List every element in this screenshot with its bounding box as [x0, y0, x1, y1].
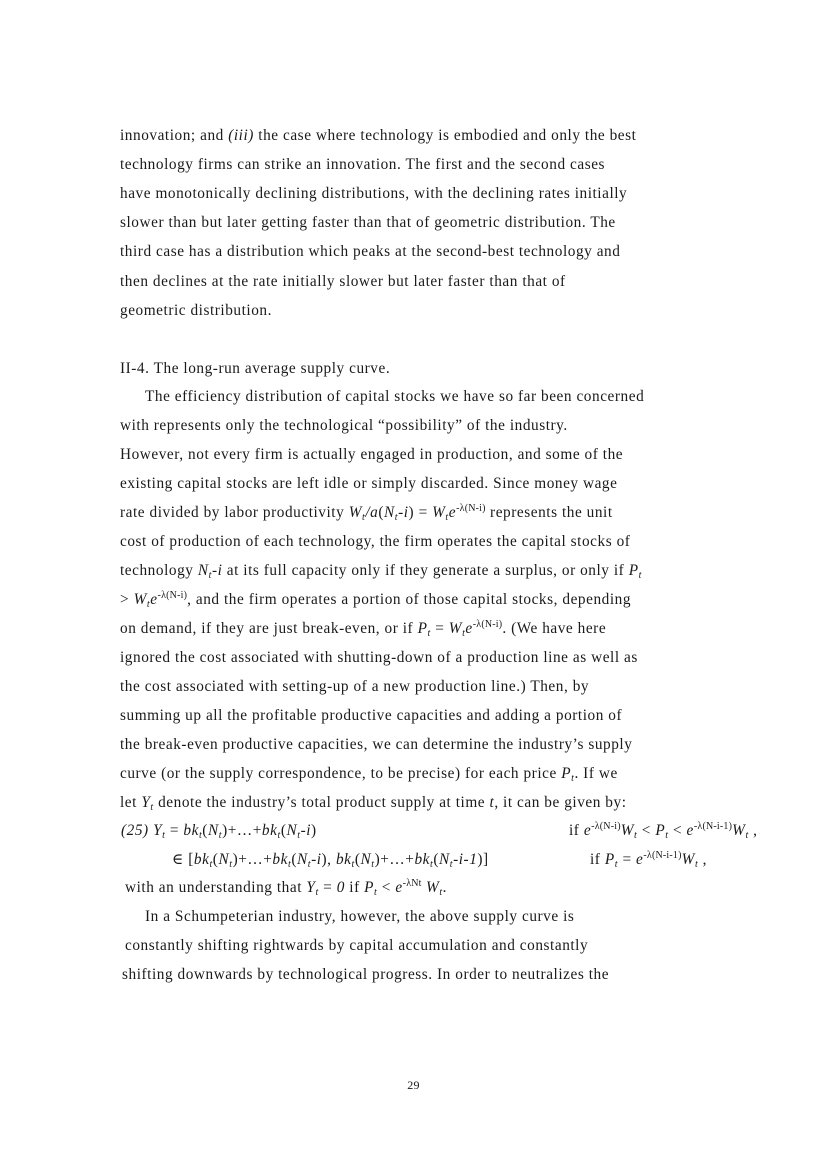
italic-text: (iii)	[228, 127, 254, 144]
text-line: geometric distribution.	[120, 302, 272, 319]
equation-condition: if $P_t = e^{-\lambda(N-i-1)}W_t$ ,	[590, 850, 708, 870]
text-line: with represents only the technological “possibility” of the industry.	[120, 417, 568, 434]
text-line	[120, 126, 636, 146]
text-line: technology firms can strike an innovation. The first and the second cases	[120, 156, 606, 173]
text-span: with an understanding that	[125, 879, 307, 896]
text-line: However, not every firm is actually engaged in production, and some of the	[120, 446, 624, 463]
equation-line	[121, 821, 758, 841]
math-inline: t	[489, 794, 495, 811]
equation-number: (25)	[121, 822, 149, 839]
text-line: then declines at the rate initially slower but later faster than that of	[120, 273, 566, 290]
text-line: have monotonically declining distributions, with the declining rates initially	[120, 185, 628, 202]
math-inline: $W_t/a(N_t-i) = W_te^{-\lambda(N-i)}$	[348, 503, 486, 523]
text-span: denote the industry’s total product supply at time	[153, 794, 490, 811]
text-line	[120, 590, 631, 610]
text-span: the case where technology is embodied and only the best	[253, 127, 637, 144]
text-line: slower than but later getting faster than that of geometric distribution. The	[120, 214, 616, 231]
text-span: on demand, if they are just break-even, or if	[120, 620, 418, 637]
text-span: , and the firm operates a portion of those capital stocks, depending	[187, 591, 632, 608]
text-line: the cost associated with setting-up of a new production line.) Then, by	[120, 678, 590, 695]
text-line: summing up all the profitable productive capacities and adding a portion of	[120, 707, 623, 724]
text-line: The efficiency distribution of capital stocks we have so far been concerned	[145, 388, 645, 405]
text-span: at its full capacity only if they generate a surplus, or only if	[222, 562, 629, 579]
text-span: represents the unit	[485, 504, 613, 521]
text-span: . (We have here	[502, 620, 607, 637]
math-expression: ∈ [$bk_t(N_t)+\dots+bk_t(N_t-i)$, $bk_t(N_t)+\dots+bk_t(N_t-i-1)$]	[172, 851, 489, 870]
math-inline: $P_t < e^{-\lambda Nt}$ $W_t$.	[364, 878, 448, 898]
math-inline: > $W_te^{-\lambda(N-i)}$	[120, 590, 188, 610]
text-span: technology	[120, 562, 198, 579]
math-inline: $P_t = W_te^{-\lambda(N-i)}$	[417, 619, 503, 639]
text-span: . If we	[574, 765, 618, 782]
math-inline: $P_t$	[628, 562, 642, 581]
math-inline: $P_t$	[561, 765, 575, 784]
text-line: constantly shifting rightwards by capital accumulation and constantly	[125, 937, 589, 954]
text-span: let	[120, 794, 142, 811]
page-number: 29	[407, 1078, 420, 1092]
text-span: rate divided by labor productivity	[120, 504, 349, 521]
text-line	[120, 503, 613, 523]
math-inline: $Y_t$	[141, 794, 154, 813]
text-line: third case has a distribution which peaks at the second-best technology and	[120, 243, 621, 260]
section-heading: II-4. The long-run average supply curve.	[120, 360, 391, 377]
text-line: ignored the cost associated with shutting-down of a production line as well as	[120, 649, 638, 666]
text-span: , it can be given by:	[494, 794, 627, 811]
math-inline: $N_t-i$	[197, 562, 223, 581]
text-line: existing capital stocks are left idle or simply discarded. Since money wage	[120, 475, 618, 492]
text-line	[120, 619, 606, 639]
text-line	[120, 793, 627, 813]
text-span: if	[344, 879, 365, 896]
text-line	[120, 561, 642, 581]
text-line: the break-even productive capacities, we can determine the industry’s supply	[120, 736, 633, 753]
math-expression: $Y_t$ = $bk_t(N_t)+\dots+bk_t(N_t-i)$	[153, 822, 317, 841]
text-line	[125, 878, 447, 898]
math-inline: $Y_t = 0$	[306, 879, 345, 898]
text-line: cost of production of each technology, the firm operates the capital stocks of	[120, 533, 631, 550]
equation-line	[172, 850, 708, 870]
equation-condition: if $e^{-\lambda(N-i)}W_t < P_t < e^{-\lambda(N-i-1)}W_t$ ,	[569, 821, 758, 841]
text-span: innovation; and	[120, 127, 229, 144]
text-line	[120, 764, 618, 784]
text-line: shifting downwards by technological progress. In order to neutralizes the	[122, 966, 610, 983]
text-span: curve (or the supply correspondence, to be precise) for each price	[120, 765, 562, 782]
text-line: In a Schumpeterian industry, however, the above supply curve is	[145, 908, 575, 925]
